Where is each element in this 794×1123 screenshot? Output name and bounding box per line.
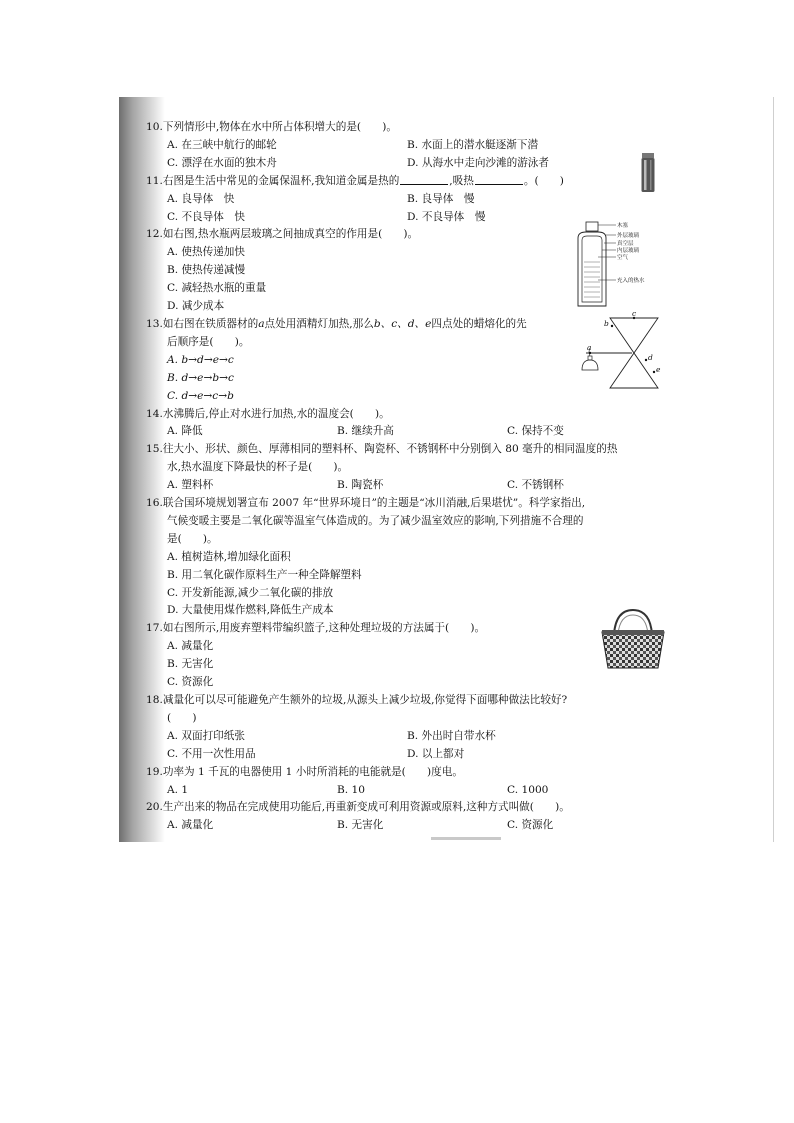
question-10 — [146, 119, 761, 173]
flask-label-inner-glass: 内层玻璃 — [617, 248, 640, 255]
question-text: 四点处的蜡熔化的先 — [431, 317, 527, 330]
question-text: 减量化可以尽可能避免产生额外的垃圾,从源头上减少垃圾,你觉得下面哪种做法比较好? — [162, 694, 568, 706]
answer-blank-2[interactable] — [475, 173, 523, 185]
option-d[interactable]: D. 大量使用煤作燃料,降低生产成本 — [167, 604, 334, 617]
question-text: 如右图,热水瓶两层玻璃之间抽成真空的作用是( )。 — [162, 228, 419, 241]
option-c[interactable]: C. 1000 — [507, 783, 549, 796]
flask-label-cork: 木塞 — [617, 223, 629, 230]
point-label-d: d — [648, 352, 653, 362]
question-text: 联合国环境规划署宣布 2007 年“世界环境日”的主题是“冰川消融,后果堪忧”。科学家指出, — [162, 497, 586, 510]
option-c[interactable]: C. 减轻热水瓶的重量 — [167, 282, 267, 295]
question-20 — [146, 799, 761, 835]
option-c[interactable]: C. d→e→c→b — [167, 389, 234, 402]
question-number: 14. — [146, 407, 163, 420]
option-c[interactable]: C. 开发新能源,减少二氧化碳的排放 — [167, 586, 334, 599]
option-c[interactable]: C. 不锈钢杯 — [507, 479, 564, 492]
option-a[interactable]: A. 减量化 — [167, 640, 214, 653]
question-text-continued: 后顺序是( )。 — [167, 335, 250, 348]
scanned-page — [119, 97, 774, 842]
option-a[interactable]: A. 降低 — [167, 425, 203, 438]
question-11 — [146, 173, 761, 230]
question-text: 点处用酒精灯加热,那么 — [264, 317, 374, 330]
question-number: 19. — [146, 765, 163, 778]
point-variable: a — [258, 317, 265, 330]
option-b[interactable]: B. d→e→b→c — [167, 371, 234, 384]
option-d[interactable]: D. 不良导体 慢 — [407, 210, 486, 223]
question-text: 下列情形中,物体在水中所占体积增大的是( )。 — [162, 121, 397, 133]
option-b[interactable]: B. 良导体 慢 — [407, 192, 475, 205]
question-number: 20. — [146, 801, 163, 814]
point-label-c: c — [632, 308, 637, 318]
question-number: 13. — [146, 317, 163, 330]
question-text-continued: 是( )。 — [167, 532, 218, 545]
option-b[interactable]: B. 无害化 — [167, 658, 214, 671]
option-b[interactable]: B. 继续升高 — [337, 425, 394, 438]
question-12 — [146, 223, 761, 316]
point-variables: b、c、d、e — [373, 317, 432, 330]
option-a[interactable]: A. 使热传递加快 — [167, 246, 245, 259]
question-list — [146, 119, 761, 835]
question-13 — [146, 308, 761, 406]
question-17 — [146, 620, 761, 692]
question-14 — [146, 406, 761, 442]
question-text: 生产出来的物品在完成使用功能后,再重新变成可利用资源或原料,这种方式叫做( )。 — [162, 801, 570, 814]
option-c[interactable]: C. 不用一次性用品 — [167, 747, 256, 760]
thermos-cup-image — [641, 153, 655, 200]
option-c[interactable]: C. 不良导体 快 — [167, 210, 246, 223]
question-number: 12. — [146, 228, 163, 241]
option-d[interactable]: D. 以上都对 — [407, 747, 465, 760]
option-a[interactable]: A. 植树造林,增加绿化面积 — [167, 550, 291, 563]
option-d[interactable]: D. 从海水中走向沙滩的游泳者 — [407, 156, 549, 169]
question-number: 17. — [146, 622, 163, 635]
flask-label-outer-glass: 外层玻璃 — [617, 233, 640, 240]
point-label-e: e — [656, 364, 661, 374]
option-a[interactable]: A. 良导体 快 — [167, 192, 235, 205]
question-text: ,吸热 — [449, 174, 474, 187]
flask-label-air: 空气 — [617, 255, 629, 262]
question-text: 右图是生活中常见的金属保温杯,我知道金属是热的 — [162, 174, 400, 187]
option-b[interactable]: B. 无害化 — [337, 819, 384, 832]
question-15 — [146, 441, 761, 495]
option-c[interactable]: C. 漂浮在水面的独木舟 — [167, 156, 277, 169]
answer-blank-1[interactable] — [400, 173, 448, 185]
question-text: 水沸腾后,停止对水进行加热,水的温度会( )。 — [162, 407, 390, 420]
option-a[interactable]: A. 塑料杯 — [167, 479, 214, 492]
question-number: 10. — [146, 121, 163, 133]
flask-label-vacuum: 真空层 — [617, 241, 634, 248]
question-number: 16. — [146, 497, 163, 510]
woven-basket-image — [598, 606, 668, 677]
question-number: 18. — [146, 694, 163, 706]
question-text: 往大小、形状、颜色、厚薄相同的塑料杯、陶瓷杯、不锈钢杯中分别倒入 80 毫升的相同温度的热 — [162, 443, 618, 456]
answer-bracket: ( ) — [167, 711, 197, 724]
option-a[interactable]: A. b→d→e→c — [167, 353, 234, 366]
vacuum-flask-diagram — [574, 220, 664, 315]
option-b[interactable]: B. 用二氧化碳作原料生产一种全降解塑料 — [167, 568, 362, 581]
page-footer-mark — [431, 837, 501, 840]
question-text: 如右图在铁质器材的 — [162, 317, 259, 330]
option-c[interactable]: C. 资源化 — [167, 676, 214, 689]
option-d[interactable]: D. 减少成本 — [167, 300, 225, 313]
question-text-continued: 气候变暖主要是二氧化碳等温室气体造成的。为了减少温室效应的影响,下列措施不合理的 — [167, 514, 584, 527]
option-a[interactable]: A. 在三峡中航行的邮轮 — [167, 138, 277, 151]
question-18 — [146, 692, 761, 764]
option-c[interactable]: C. 保持不变 — [507, 425, 564, 438]
point-label-a: a — [587, 342, 592, 352]
question-text: 。( ) — [523, 174, 564, 187]
heating-frame-diagram — [582, 308, 668, 401]
question-19 — [146, 764, 761, 800]
question-number: 11. — [146, 174, 163, 187]
option-b[interactable]: B. 陶瓷杯 — [337, 479, 384, 492]
flask-label-hot-water: 充入的热水 — [617, 278, 645, 285]
question-text: 功率为 1 千瓦的电器使用 1 小时所消耗的电能就是( )度电。 — [162, 765, 463, 778]
option-b[interactable]: B. 使热传递减慢 — [167, 264, 246, 277]
option-b[interactable]: B. 水面上的潜水艇逐渐下潜 — [407, 138, 539, 151]
question-number: 15. — [146, 443, 163, 456]
question-16 — [146, 495, 761, 620]
point-label-b: b — [604, 318, 609, 328]
option-a[interactable]: A. 双面打印纸张 — [167, 729, 245, 742]
option-b[interactable]: B. 10 — [337, 783, 365, 796]
option-a[interactable]: A. 1 — [167, 783, 189, 796]
option-a[interactable]: A. 减量化 — [167, 819, 214, 832]
option-b[interactable]: B. 外出时自带水杯 — [407, 729, 496, 742]
option-c[interactable]: C. 资源化 — [507, 819, 554, 832]
question-text: 如右图所示,用废弃塑料带编织篮子,这种处理垃圾的方法属于( )。 — [162, 622, 486, 635]
question-text-continued: 水,热水温度下降最快的杯子是( )。 — [167, 461, 349, 474]
